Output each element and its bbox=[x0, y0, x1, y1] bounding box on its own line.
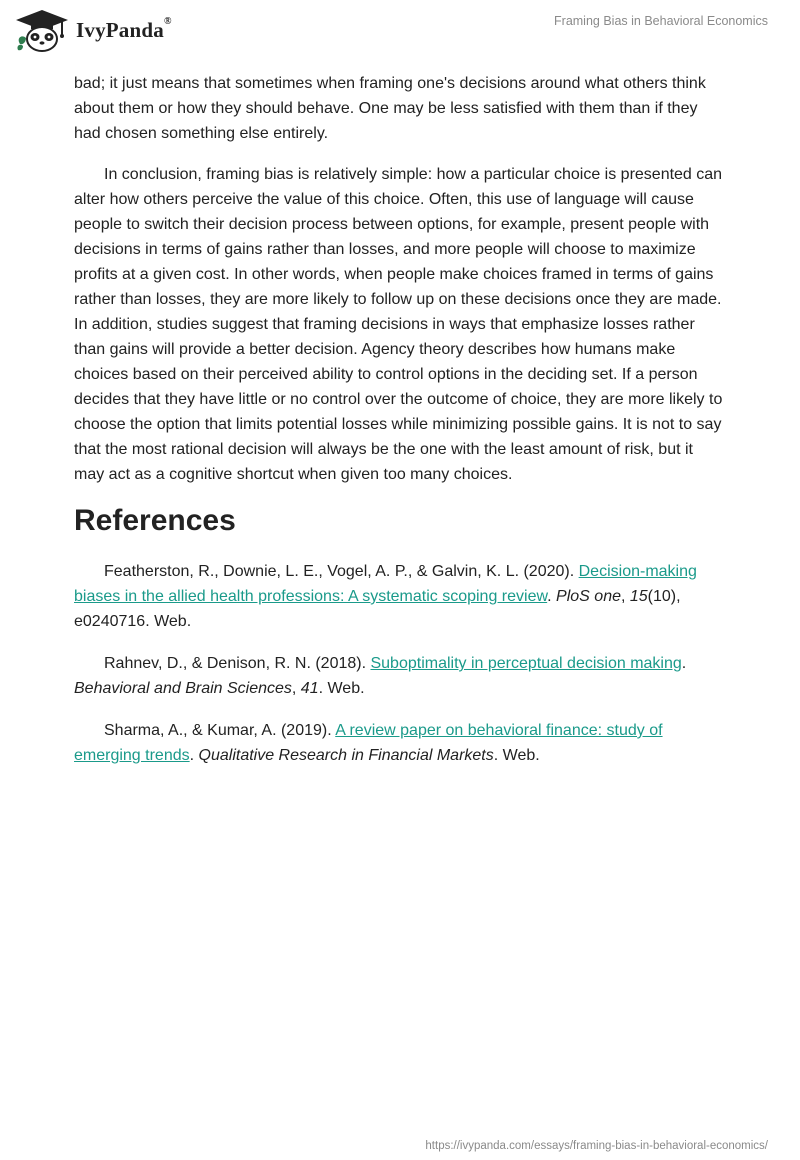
reference-item: Featherston, R., Downie, L. E., Vogel, A. P., & Galvin, K. L. (2020). Decision-making biases in the allied health professions: A systematic scoping review. PloS one, 15(10), e0240716. Web. bbox=[74, 563, 697, 630]
references-heading: References bbox=[74, 504, 236, 537]
reference-link[interactable]: Decision-making biases in the allied health professions: A systematic scoping review bbox=[74, 563, 697, 605]
footer-url[interactable]: https://ivypanda.com/essays/framing-bias-in-behavioral-economics/ bbox=[425, 1140, 768, 1152]
ivypanda-logo[interactable] bbox=[14, 8, 172, 52]
body-paragraph: bad; it just means that sometimes when framing one's decisions around what others think about them or how they should behave. One may be less satisfied with them than if they had chosen something else entirely. bbox=[74, 75, 706, 142]
reference-item: Sharma, A., & Kumar, A. (2019). A review paper on behavioral finance: study of emerging trends. Qualitative Research in Financial Markets. Web. bbox=[74, 722, 663, 764]
article-content bbox=[74, 71, 726, 785]
document-title: Framing Bias in Behavioral Economics bbox=[554, 14, 768, 28]
reference-item: Rahnev, D., & Denison, R. N. (2018). Suboptimality in perceptual decision making. Behavioral and Brain Sciences, 41. Web. bbox=[74, 655, 687, 697]
reference-link[interactable]: A review paper on behavioral finance: study of emerging trends bbox=[74, 722, 663, 764]
brand-name: IvyPanda® bbox=[76, 15, 172, 42]
reference-link[interactable]: Suboptimality in perceptual decision making bbox=[370, 655, 682, 672]
panda-graduate-icon bbox=[14, 8, 70, 52]
body-paragraph: In conclusion, framing bias is relatively simple: how a particular choice is presented can alter how others perceive the value of this choice. Often, this use of language will cause people to switch their decision process between options, for example, present people with decisions in terms of gains rather than losses, and more people will choose to maximize profits at a given cost. In other words, when people make choices framed in terms of gains rather than losses, they are more likely to follow up on these decisions once they are made. In addition, studies suggest that framing decisions in ways that emphasize losses rather than gains will provide a better decision. Agency theory describes how humans make choices based on their perceived ability to control options in the deciding set. If a person decides that they have little or no control over the outcome of choice, they are more likely to choose the option that limits potential losses while minimizing possible gains. It is not to say that the most rational decision will always be the one with the least amount of risk, but it may act as a cognitive shortcut when given too many choices. bbox=[74, 166, 723, 483]
page-header bbox=[0, 0, 800, 64]
